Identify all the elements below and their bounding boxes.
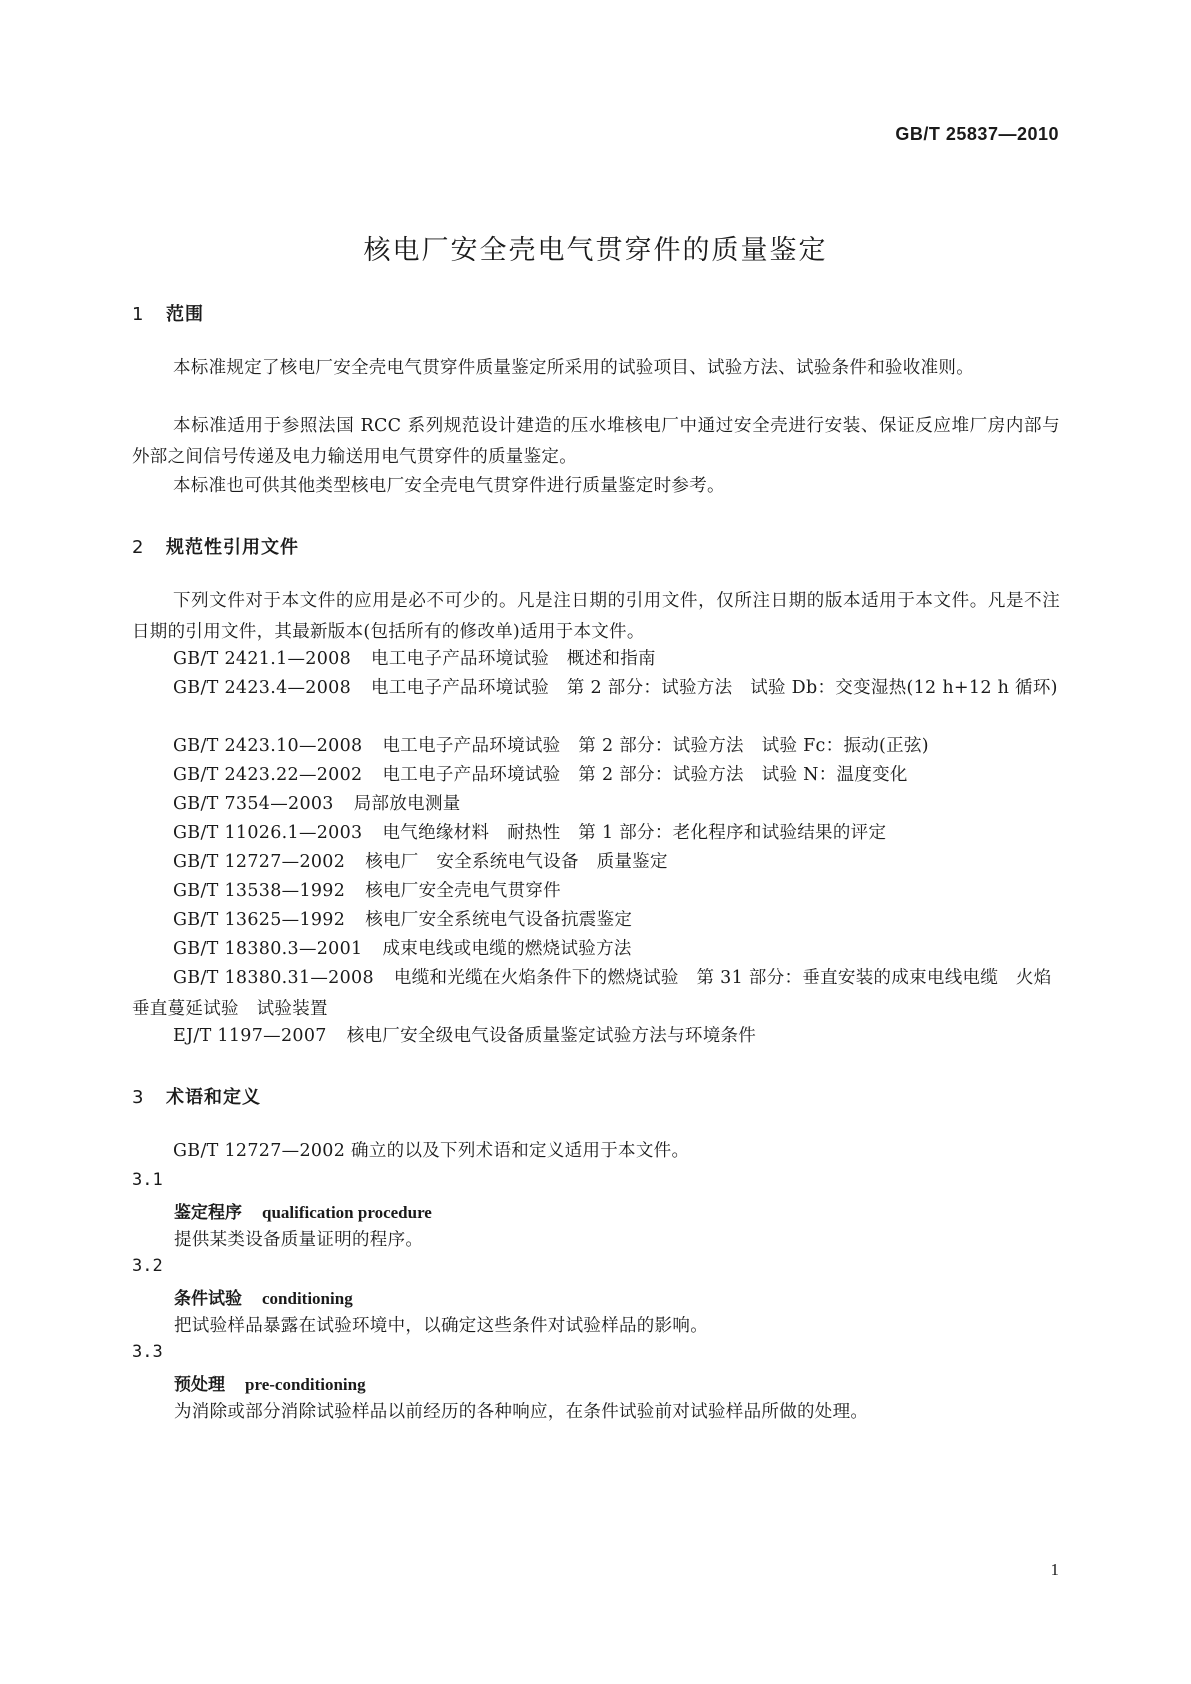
- reference-item: [132, 876, 1060, 907]
- reference-title: 核电厂 安全系统电气设备 质量鉴定: [365, 852, 668, 872]
- reference-item: [132, 644, 1060, 675]
- reference-item: [132, 847, 1060, 878]
- reference-title: 电工电子产品环境试验 概述和指南: [371, 649, 656, 669]
- reference-item: [132, 673, 1060, 704]
- reference-item: [132, 1021, 1060, 1052]
- reference-code: GB/T 18380.3—2001: [173, 939, 363, 959]
- term-definition: 把试验样品暴露在试验环境中，以确定这些条件对试验样品的影响。: [174, 1316, 708, 1336]
- term-number: 3.2: [132, 1256, 163, 1276]
- reference-title: 电工电子产品环境试验 第 2 部分：试验方法 试验 N：温度变化: [382, 765, 908, 785]
- reference-code: GB/T 11026.1—2003: [173, 823, 363, 843]
- reference-title: 电气绝缘材料 耐热性 第 1 部分：老化程序和试验结果的评定: [382, 823, 887, 843]
- section-1-paragraph-2: 本标准适用于参照法国 RCC 系列规范设计建造的压水堆核电厂中通过安全壳进行安装、保证反应堆厂房内部与外部之间信号传递及电力输送用电气贯穿件的质量鉴定。: [132, 416, 1060, 467]
- term-definition: 为消除或部分消除试验样品以前经历的各种响应，在条件试验前对试验样品所做的处理。: [174, 1402, 869, 1422]
- term-definition: 提供某类设备质量证明的程序。: [174, 1230, 424, 1250]
- reference-code: GB/T 2423.10—2008: [173, 736, 363, 756]
- section-title: 范围: [166, 304, 204, 325]
- reference-title: 成束电线或电缆的燃烧试验方法: [382, 939, 632, 959]
- section-2-intro: 下列文件对于本文件的应用是必不可少的。凡是注日期的引用文件，仅所注日期的版本适用于本文件。凡是不注日期的引用文件，其最新版本(包括所有的修改单)适用于本文件。: [132, 591, 1060, 642]
- standard-code: GB/T 25837—2010: [895, 124, 1059, 144]
- reference-title: 局部放电测量: [353, 794, 461, 814]
- reference-code: GB/T 13538—1992: [173, 881, 346, 901]
- section-1-paragraph-1: 本标准规定了核电厂安全壳电气贯穿件质量鉴定所采用的试验项目、试验方法、试验条件和验收准则。: [173, 358, 974, 378]
- reference-code: GB/T 2423.22—2002: [173, 765, 363, 785]
- reference-item: [132, 760, 1060, 791]
- term-en: pre-conditioning: [245, 1375, 366, 1394]
- term-number: 3.1: [132, 1170, 163, 1190]
- reference-title: 电工电子产品环境试验 第 2 部分：试验方法 试验 Fc：振动(正弦): [382, 736, 929, 756]
- term-en: qualification procedure: [262, 1203, 432, 1222]
- reference-item: [132, 934, 1060, 965]
- section-number: 2: [132, 537, 145, 558]
- section-number: 1: [132, 304, 145, 325]
- reference-code: EJ/T 1197—2007: [173, 1026, 327, 1046]
- term-number: 3.3: [132, 1342, 163, 1362]
- section-title: 术语和定义: [166, 1087, 261, 1108]
- reference-item: [132, 731, 1060, 762]
- reference-title: 核电厂安全系统电气设备抗震鉴定: [365, 910, 633, 930]
- term-title: [174, 1370, 366, 1395]
- reference-item: [132, 963, 1060, 1025]
- section-title: 规范性引用文件: [166, 537, 299, 558]
- reference-title: 电缆和光缆在火焰条件下的燃烧试验 第 31 部分：垂直安装的成束电线电缆 火焰垂直蔓延试验 试验装置: [132, 968, 1052, 1019]
- reference-code: GB/T 7354—2003: [173, 794, 334, 814]
- reference-title: 核电厂安全壳电气贯穿件: [365, 881, 561, 901]
- section-2-heading: [132, 533, 299, 559]
- reference-item: [132, 789, 1060, 820]
- section-number: 3: [132, 1087, 145, 1108]
- section-1-heading: [132, 300, 204, 326]
- section-3-heading: [132, 1083, 261, 1109]
- document-title: 核电厂安全壳电气贯穿件的质量鉴定: [363, 235, 828, 266]
- term-zh: 鉴定程序: [174, 1203, 242, 1223]
- term-title: [174, 1284, 353, 1309]
- term-title: [174, 1198, 432, 1223]
- reference-code: GB/T 12727—2002: [173, 852, 346, 872]
- section-1-paragraph-3: 本标准也可供其他类型核电厂安全壳电气贯穿件进行质量鉴定时参考。: [173, 476, 725, 496]
- page-number: 1: [1050, 1560, 1059, 1579]
- reference-item: [132, 905, 1060, 936]
- reference-code: GB/T 2421.1—2008: [173, 649, 352, 669]
- reference-title: 电工电子产品环境试验 第 2 部分：试验方法 试验 Db：交变湿热(12 h+12 h 循环): [371, 678, 1058, 698]
- term-en: conditioning: [262, 1289, 353, 1308]
- term-zh: 条件试验: [174, 1289, 242, 1309]
- reference-code: GB/T 2423.4—2008: [173, 678, 352, 698]
- reference-code: GB/T 13625—1992: [173, 910, 346, 930]
- reference-title: 核电厂安全级电气设备质量鉴定试验方法与环境条件: [346, 1026, 757, 1046]
- reference-code: GB/T 18380.31—2008: [173, 968, 374, 988]
- section-3-intro: GB/T 12727—2002 确立的以及下列术语和定义适用于本文件。: [173, 1141, 690, 1161]
- term-zh: 预处理: [174, 1375, 225, 1395]
- reference-item: [132, 818, 1060, 849]
